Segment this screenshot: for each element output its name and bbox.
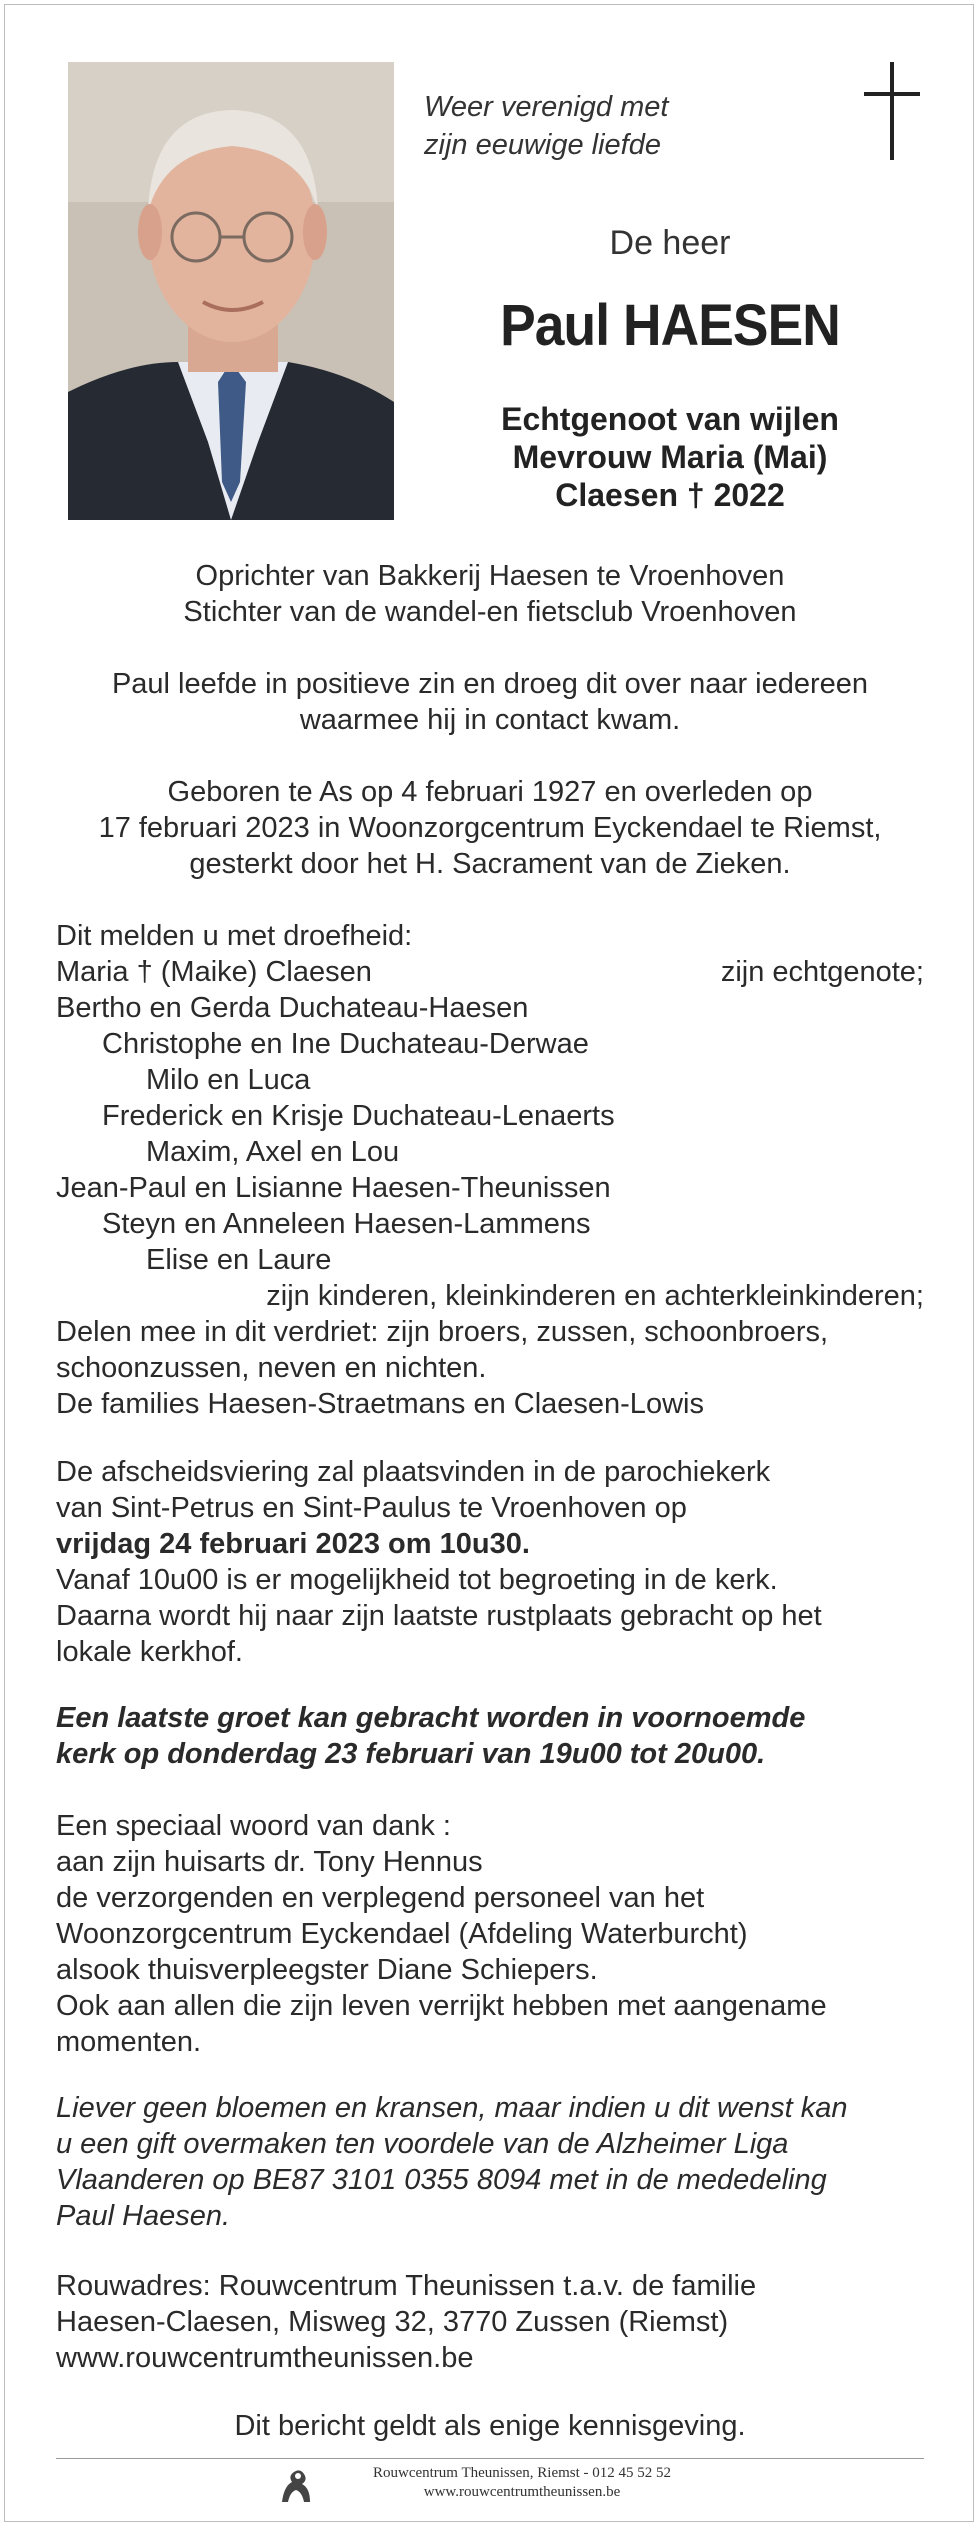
relatives-line: De families Haesen-Straetmans en Claesen-Lowis: [56, 1388, 704, 1420]
birth-line: gesterkt door het H. Sacrament van de Zieken.: [189, 848, 791, 880]
spouse-line: Claesen † 2022: [555, 477, 785, 513]
motto: [424, 88, 668, 164]
wife-role: zijn echtgenote;: [720, 956, 924, 988]
greeting-text: [56, 1700, 924, 1772]
family-member: Christophe en Ine Duchateau-Derwae: [102, 1028, 589, 1060]
flowers-text: [56, 2090, 924, 2234]
relatives-line: Delen mee in dit verdriet: zijn broers, zussen, schoonbroers,: [56, 1316, 829, 1348]
motto-line: Weer verenigd met: [424, 91, 669, 123]
deceased-name: Paul HAESEN: [500, 293, 840, 358]
wife-name: Maria † (Maike) Claesen: [56, 956, 372, 988]
footer-info: [322, 2464, 722, 2502]
footer-divider: [56, 2458, 924, 2459]
portrait-photo: [68, 62, 394, 520]
thanks-line: Een speciaal woord van dank :: [56, 1810, 451, 1842]
greeting-line: kerk op donderdag 23 februari van 19u00 tot 20u00.: [56, 1738, 766, 1770]
wife-row: [56, 954, 924, 990]
address-text: [56, 2268, 924, 2376]
ceremony-line: van Sint-Petrus en Sint-Paulus te Vroenhoven op: [56, 1492, 687, 1524]
birth-text: [56, 774, 924, 882]
family-member: Maxim, Axel en Lou: [146, 1136, 400, 1168]
spouse-info: [400, 400, 940, 514]
tribute-line: waarmee hij in contact kwam.: [299, 704, 681, 736]
ceremony-line: lokale kerkhof.: [56, 1636, 243, 1668]
address-link[interactable]: www.rouwcentrumtheunissen.be: [56, 2342, 474, 2374]
motto-line: zijn eeuwige liefde: [424, 129, 661, 161]
family-member: Frederick en Krisje Duchateau-Lenaerts: [102, 1100, 615, 1132]
ceremony-line: De afscheidsviering zal plaatsvinden in de parochiekerk: [56, 1456, 771, 1488]
notice-text: Dit bericht geldt als enige kennisgeving.: [234, 2410, 746, 2442]
address-line: Haesen-Claesen, Misweg 32, 3770 Zussen (Riemst): [56, 2306, 729, 2338]
founder-text: [56, 558, 924, 630]
family-heading: Dit melden u met droefheid:: [56, 920, 413, 952]
cross-icon: [864, 62, 920, 160]
flowers-line: Vlaanderen op BE87 3101 0355 8094 met in de mededeling: [56, 2164, 827, 2196]
thanks-text: [56, 1808, 924, 2060]
footer-line: Rouwcentrum Theunissen, Riemst - 012 45 52 52: [372, 2465, 672, 2481]
ceremony-date: vrijdag 24 februari 2023 om 10u30.: [56, 1528, 530, 1560]
family-member: Steyn en Anneleen Haesen-Lammens: [102, 1208, 591, 1240]
ceremony-line: Daarna wordt hij naar zijn laatste rustplaats gebracht op het: [56, 1600, 822, 1632]
founder-line: Stichter van de wandel-en fietsclub Vroenhoven: [183, 596, 797, 628]
thanks-line: momenten.: [56, 2026, 202, 2058]
flowers-line: u een gift overmaken ten voordele van de Alzheimer Liga: [56, 2128, 789, 2160]
spouse-line: Echtgenoot van wijlen: [501, 401, 839, 437]
footer-url[interactable]: www.rouwcentrumtheunissen.be: [423, 2484, 621, 2500]
family-member: Bertho en Gerda Duchateau-Haesen: [56, 992, 529, 1024]
flowers-line: Liever geen bloemen en kransen, maar indien u dit wenst kan: [56, 2092, 848, 2124]
family-member: Milo en Luca: [146, 1064, 311, 1096]
thanks-line: alsook thuisverpleegster Diane Schiepers.: [56, 1954, 598, 1986]
greeting-line: Een laatste groet kan gebracht worden in voornoemde: [56, 1702, 806, 1734]
birth-line: 17 februari 2023 in Woonzorgcentrum Eyckendael te Riemst,: [98, 812, 882, 844]
birth-line: Geboren te As op 4 februari 1927 en overleden op: [167, 776, 813, 808]
relatives-line: schoonzussen, neven en nichten.: [56, 1352, 487, 1384]
family-member: Jean-Paul en Lisianne Haesen-Theunissen: [56, 1172, 611, 1204]
thanks-line: Woonzorgcentrum Eyckendael (Afdeling Waterburcht): [56, 1918, 748, 1950]
family-member: Elise en Laure: [146, 1244, 332, 1276]
family-list: [56, 918, 924, 1422]
thanks-line: de verzorgenden en verplegend personeel van het: [56, 1882, 705, 1914]
spouse-line: Mevrouw Maria (Mai): [512, 439, 828, 475]
flowers-line: Paul Haesen.: [56, 2200, 231, 2232]
salutation: De heer: [609, 224, 731, 262]
address-line: Rouwadres: Rouwcentrum Theunissen t.a.v. de familie: [56, 2270, 757, 2302]
children-line: zijn kinderen, kleinkinderen en achterkleinkinderen;: [266, 1280, 924, 1312]
thanks-line: Ook aan allen die zijn leven verrijkt hebben met aangename: [56, 1990, 827, 2022]
tribute-text: [56, 666, 924, 738]
founder-line: Oprichter van Bakkerij Haesen te Vroenhoven: [195, 560, 785, 592]
ceremony-line: Vanaf 10u00 is er mogelijkheid tot begroeting in de kerk.: [56, 1564, 778, 1596]
thanks-line: aan zijn huisarts dr. Tony Hennus: [56, 1846, 483, 1878]
funeral-home-logo-icon: [278, 2466, 314, 2506]
tribute-line: Paul leefde in positieve zin en droeg dit over naar iedereen: [111, 668, 869, 700]
ceremony-text: [56, 1454, 924, 1670]
